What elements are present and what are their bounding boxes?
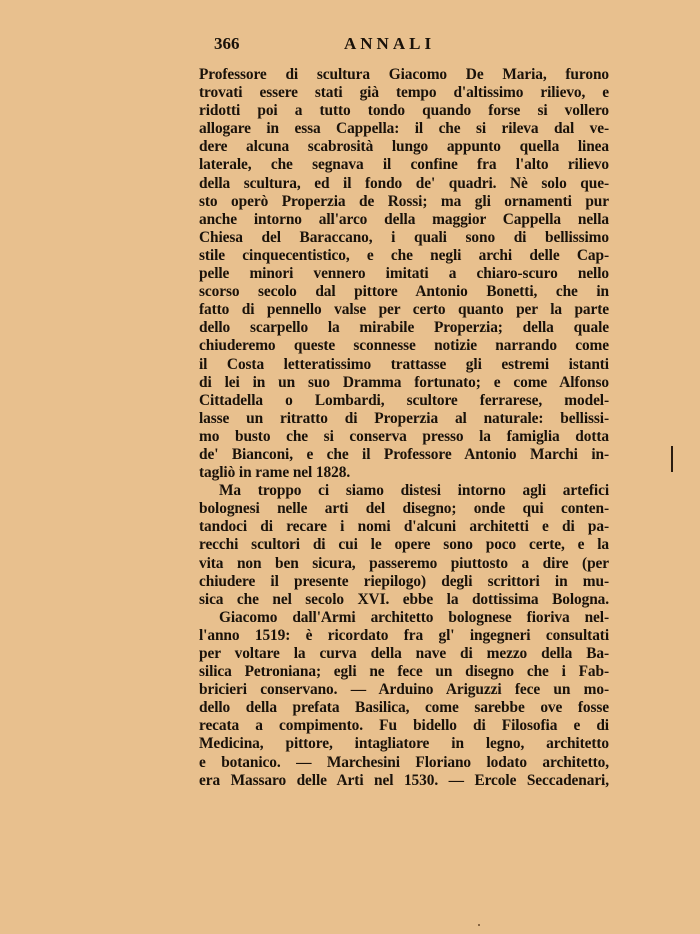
body-text: [199, 66, 609, 790]
text-line: ridotti poi a tutto tondo quando forse si vollero: [199, 102, 609, 120]
page-speck: [478, 924, 480, 926]
running-title: ANNALI: [344, 34, 436, 53]
text-line: il Costa letteratissimo trattasse gli estremi istanti: [199, 355, 609, 373]
text-line: dere alcuna scabrosità lungo appunto quella linea: [199, 138, 609, 156]
text-line: scorso secolo dal pittore Antonio Bonetti, che in: [199, 283, 609, 301]
paragraph-start-line: Giacomo dall'Armi architetto bolognese fioriva nel-: [219, 608, 609, 626]
text-line: chiudere il presente riepilogo) degli scrittori in mu-: [199, 572, 609, 590]
text-line: recchi scultori di cui le opere sono poco certe, e la: [199, 536, 609, 554]
text-line: trovati essere stati già tempo d'altissimo rilievo, e: [199, 84, 609, 102]
text-line: pelle minori vennero imitati a chiaro-scuro nello: [199, 265, 609, 283]
text-line: per voltare la curva della nave di mezzo della Ba-: [199, 645, 609, 662]
text-line: l'anno 1519: è ricordato fra gl' ingegneri consultati: [199, 626, 609, 644]
text-line: vita non ben sicura, passeremo piuttosto a dire (per: [199, 554, 609, 572]
text-line: de' Bianconi, e che il Professore Antonio Marchi in-: [199, 445, 609, 463]
text-line: bolognesi nelle arti del disegno; onde qui conten-: [199, 500, 609, 518]
text-line: dello della prefata Basilica, come sarebbe ove fosse: [199, 699, 609, 717]
text-line: fatto di pennello valse per certo quanto per la parte: [199, 301, 609, 319]
text-line: allogare in essa Cappella: il che si rileva dal ve-: [199, 120, 609, 138]
text-line: tandoci di recare i nomi d'alcuni architetti e di pa-: [199, 518, 609, 536]
page-header: [200, 34, 610, 56]
text-line: Cittadella o Lombardi, scultore ferrarese, model-: [199, 391, 609, 409]
text-line: anche intorno all'arco della maggior Cappella nella: [199, 210, 609, 228]
text-line: sica che nel secolo XVI. ebbe la dottissima Bologna.: [199, 590, 609, 608]
text-line: sto operò Properzia de Rossi; ma gli ornamenti pur: [199, 192, 609, 210]
text-line: Professore di scultura Giacomo De Maria, furono: [199, 66, 609, 83]
page-number: 366: [214, 34, 240, 53]
text-line: della scultura, ed il fondo de' quadri. Nè solo que-: [199, 174, 609, 192]
text-line: dello scarpello la mirabile Properzia; della quale: [199, 319, 609, 337]
text-line: recata a compimento. Fu bidello di Filosofia e di: [199, 717, 609, 735]
text-line: mo busto che si conserva presso la famiglia dotta: [199, 427, 609, 445]
text-line: lasse un ritratto di Properzia al naturale: bellissi-: [199, 409, 609, 427]
text-line: stile cinquecentistico, e che negli archi delle Cap-: [199, 246, 609, 264]
text-line: Chiesa del Baraccano, i quali sono di bellissimo: [199, 228, 609, 246]
paragraph-end-line: tagliò in rame nel 1828.: [199, 464, 351, 482]
text-line: di lei in un suo Dramma fortunato; e come Alfonso: [199, 373, 609, 391]
margin-mark: [671, 446, 673, 472]
text-line: bricieri conservano. — Arduino Ariguzzi fece un mo-: [199, 681, 609, 699]
text-line: Medicina, pittore, intagliatore in legno, architetto: [199, 735, 609, 753]
text-line: laterale, che segnava il confine fra l'alto rilievo: [199, 156, 609, 174]
text-line: era Massaro delle Arti nel 1530. — Ercole Seccadenari,: [199, 771, 609, 789]
text-line: chiuderemo queste sconnesse notizie narrando come: [199, 337, 609, 355]
text-line: silica Petroniana; egli ne fece un disegno che i Fab-: [199, 663, 609, 681]
text-line: e botanico. — Marchesini Floriano lodato architetto,: [199, 753, 609, 771]
paragraph-start-line: Ma troppo ci siamo distesi intorno agli artefici: [219, 482, 609, 500]
